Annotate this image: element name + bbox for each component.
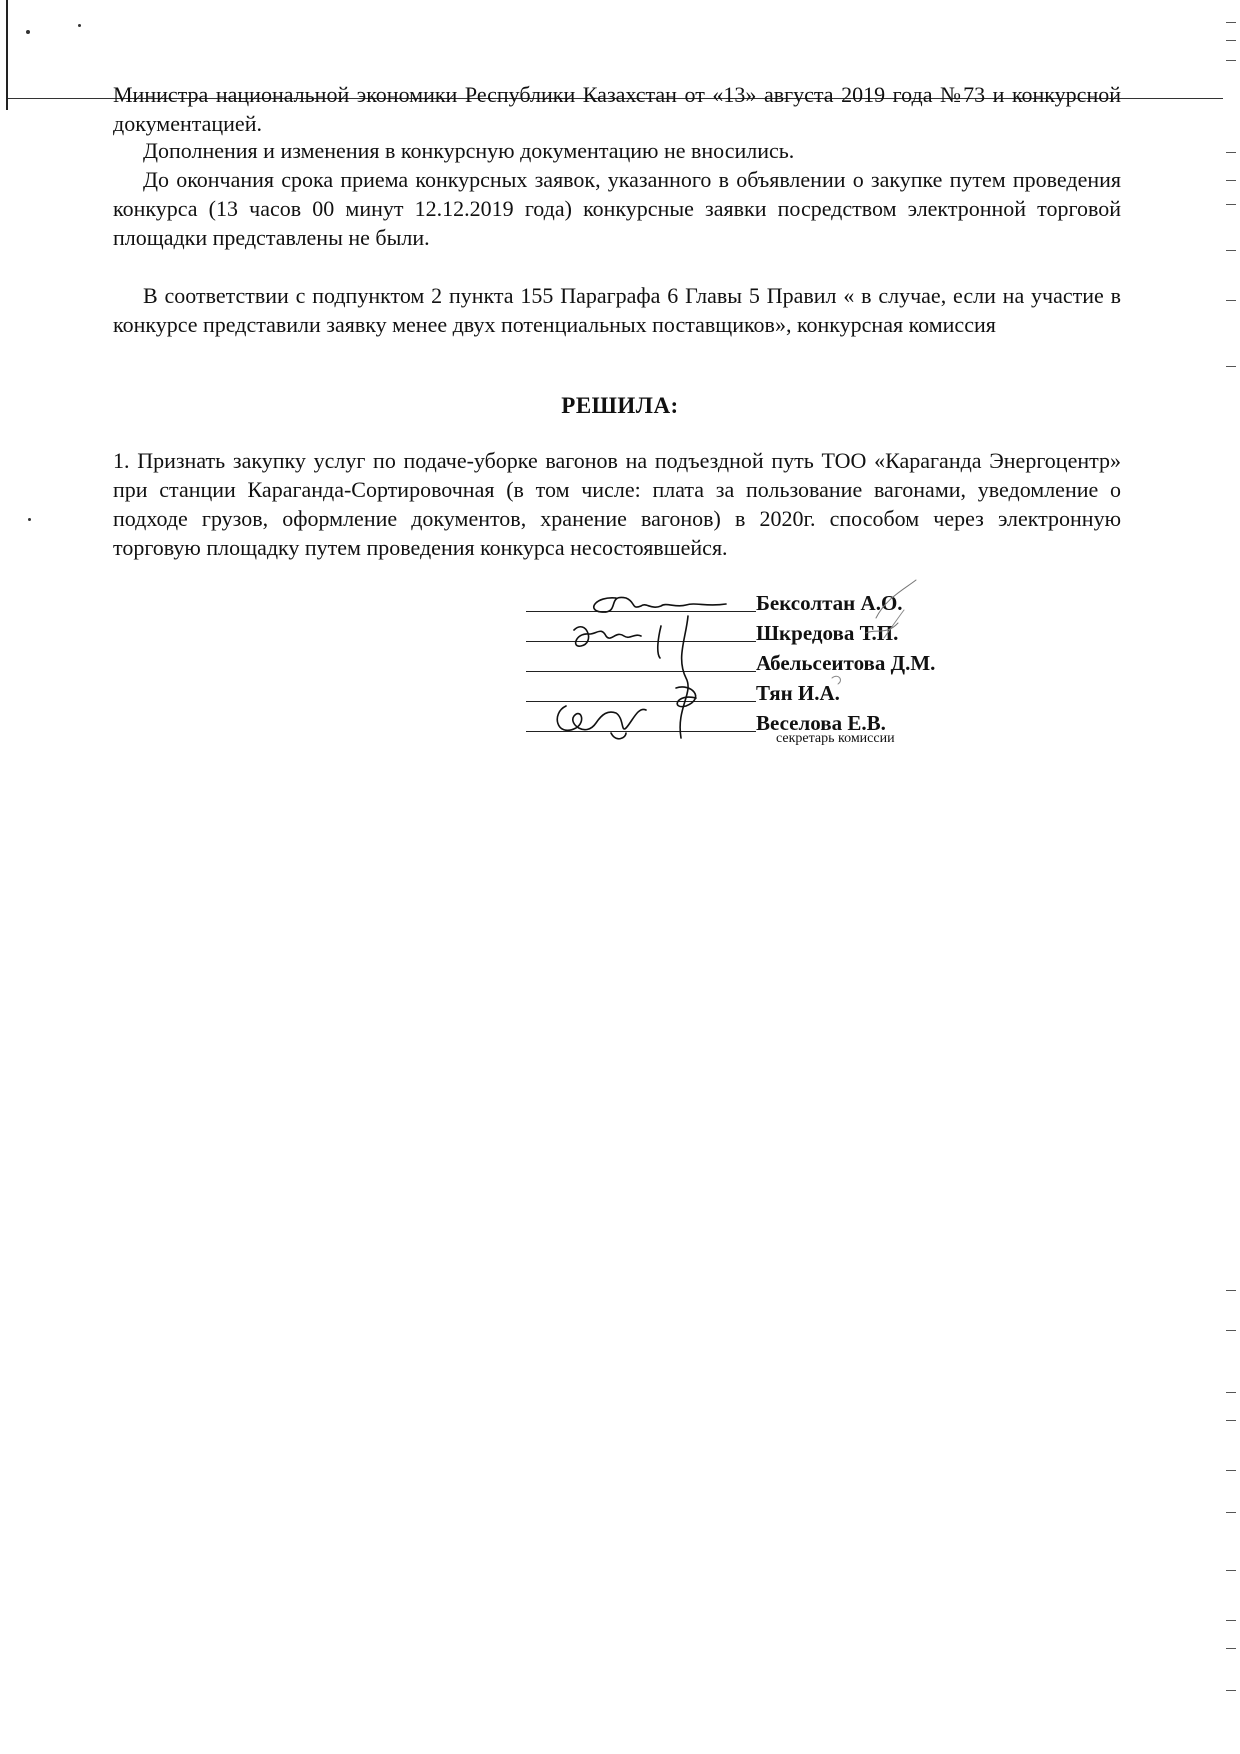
paragraph-continuation: Министра национальной экономики Республики Казахстан от «13» августа 2019 года №73 и конкурсной документацией. — [113, 82, 1121, 136]
paragraph-amendments: Дополнения и изменения в конкурсную документацию не вносились. — [143, 138, 795, 163]
signatory-name: Бексолтан А.О. — [756, 591, 903, 615]
signatory-name: Абельсеитова Д.М. — [756, 651, 936, 675]
scan-speck — [26, 30, 30, 34]
paragraph-decision: 1. Признать закупку услуг по подаче-уборке вагонов на подъездной путь ТОО «Караганда Энергоцентр» при станции Караганда-Сортировочная (в том числе: плата за пользование вагонами, уведомление о подходе грузов, оформление документов, хранение вагонов) в 2020г. способом через электронную торговую площадку путем проведения конкурса несостоявшейся. — [113, 448, 1121, 560]
paragraph-bids-deadline: До окончания срока приема конкурсных заявок, указанного в объявлении о закупке путем проведения конкурса (13 часов 00 минут 12.12.2019 года) конкурсные заявки посредством электронной торговой площадки представлены не были. — [113, 167, 1121, 250]
scan-edge-line — [6, 0, 8, 110]
decision-heading: РЕШИЛА: — [561, 393, 679, 418]
signatory-name: Шкредова Т.П. — [756, 621, 899, 645]
signatory-name: Тян И.А. — [756, 681, 840, 705]
scan-edge-marks — [1210, 0, 1240, 1754]
paragraph-legal-basis: В соответствии с подпунктом 2 пункта 155 Параграфа 6 Главы 5 Правил « в случае, если на участие в конкурсе представили заявку менее двух потенциальных поставщиков», конкурсная комиссия — [113, 283, 1121, 337]
scan-speck — [78, 24, 81, 27]
secretary-role-label: секретарь комиссии — [776, 731, 895, 746]
scan-speck — [28, 518, 31, 521]
signature-block — [526, 588, 1086, 758]
signatory-name: Веселова Е.В. — [756, 711, 886, 735]
handwritten-signatures — [526, 588, 1086, 758]
